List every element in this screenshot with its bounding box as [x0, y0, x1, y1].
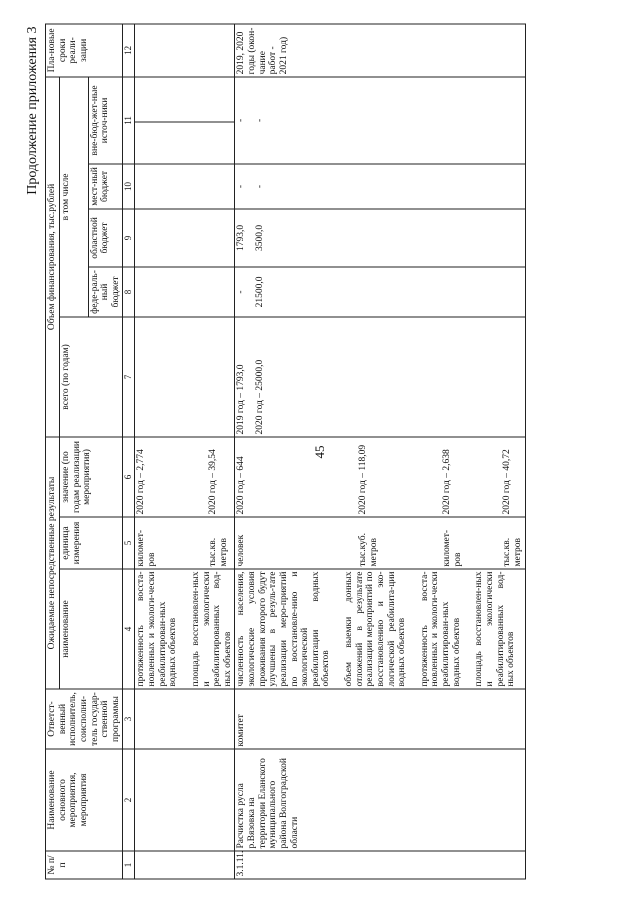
header-offbudget: вне-бюд-жет-ные источ-ники: [88, 77, 123, 164]
header-executor: Ответст-венный исполнитель, соисполни-тель государ-ственной программы: [46, 689, 123, 749]
result-name: протяженность восста-новленных и экологи-чески реабилитирован-ных водных объектов: [136, 571, 179, 687]
result-unit: километ-ров: [136, 529, 157, 567]
column-number: 11: [123, 77, 135, 164]
regional-value: 1793,0: [236, 224, 247, 252]
header-terms: Пла-новые сроки реали-зации: [46, 24, 123, 77]
regional-value: 3500,0: [255, 224, 265, 252]
result-value: 2020 год – 39,54: [208, 449, 219, 515]
activity-name: Расчистка русла р.Вязовка на территории Еланского муниципального района Волгоградской области: [235, 749, 525, 851]
result-values-cell: [235, 437, 525, 517]
column-number: 9: [123, 209, 135, 267]
offbudget-value: -: [236, 118, 247, 123]
result-unit: тыс.кв. метров: [502, 537, 523, 567]
header-including: в том числе: [60, 77, 89, 317]
rotated-page-content: [25, 25, 615, 880]
result-value: 2020 год – 2,638: [442, 449, 453, 515]
appendix-title: Продолжение приложения 3: [25, 26, 40, 195]
local-budget: [235, 164, 525, 209]
row-number: 3.1.11.: [235, 851, 525, 879]
result-value: 2020 год – 118,09: [358, 444, 369, 515]
result-name: численность населения, экологические условия проживания которого будут улучшены в резуль-тате реализации меро-приятий по восстановле-нию и экологической реабилитации водных объектов: [236, 571, 332, 687]
total-year-value: 2019 год – 1793,0: [236, 364, 247, 435]
column-number: 3: [123, 689, 135, 749]
result-names-cell: [135, 569, 235, 689]
result-value: 2020 год – 40,72: [502, 449, 513, 515]
offbudget-sources: [235, 77, 525, 164]
executor: комитет: [235, 689, 525, 749]
result-value: 2020 год – 644: [236, 456, 247, 515]
header-local: мест-ный бюджет: [88, 164, 123, 209]
federal-value: -: [236, 290, 247, 294]
column-number: 1: [123, 851, 135, 879]
table-row-previous-continuation: [135, 24, 235, 879]
result-name: площадь восстановлен-ных и экологически реабилитированных вод-ных объектов: [474, 571, 517, 687]
table-row: [235, 24, 525, 879]
result-name: площадь восстановлен-ных и экологически реабилитированных вод-ных объектов: [190, 571, 233, 687]
column-number: 2: [123, 749, 135, 851]
result-name: объем выемки донных отложений в результате реализации мероприятий по восстановлению и эко-логической реабилита-ции водных объектов: [344, 571, 408, 687]
header-federal: феде-раль-ный бюджет: [88, 267, 123, 317]
result-unit: тыс.кв. метров: [208, 537, 229, 567]
total-year-value: 2020 год – 25000,0: [255, 359, 265, 435]
header-regional: областной бюджет: [88, 209, 123, 267]
result-units-cell: [235, 517, 525, 569]
offbudget-value: -: [255, 118, 265, 123]
header-result-name: наименование: [60, 569, 123, 689]
result-values-cell: [135, 437, 235, 517]
header-name: Наименование основного мероприятия, мероприятия: [46, 749, 123, 851]
page-number: 45: [312, 445, 327, 459]
header-financing-group: Объем финансирования, тыс.рублей: [46, 77, 60, 437]
result-names-cell: [235, 569, 525, 689]
federal-budget: [235, 267, 525, 317]
result-value: 2020 год – 2,774: [136, 449, 147, 515]
result-units-cell: [135, 517, 235, 569]
result-name: протяженность восста-новленных и экологи-чески реабилитирован-ных водных объектов: [419, 571, 462, 687]
result-unit: километ-ров: [442, 529, 463, 567]
column-number: 8: [123, 267, 135, 317]
implementation-terms: 2019, 2020 годы (окон-чание работ - 2021 год): [235, 24, 525, 77]
local-value: -: [255, 184, 265, 189]
program-activities-table: [45, 23, 526, 879]
local-value: -: [236, 184, 247, 189]
column-number: 5: [123, 517, 135, 569]
total-financing: [235, 317, 525, 437]
header-total: всего (по годам): [60, 317, 123, 437]
header-num: № п/п: [46, 851, 123, 879]
result-unit: тыс.куб. метров: [358, 533, 379, 567]
header-results-group: Ожидаемые непосредственные результаты: [46, 437, 60, 689]
column-number: 10: [123, 164, 135, 209]
header-unit: единица измерения: [60, 517, 123, 569]
column-number: 6: [123, 437, 135, 517]
column-number: 12: [123, 24, 135, 77]
header-value: значение (по годам реализации мероприятия): [60, 437, 123, 517]
regional-budget: [235, 209, 525, 267]
column-number: 7: [123, 317, 135, 437]
federal-value: 21500,0: [255, 276, 265, 308]
column-number: 4: [123, 569, 135, 689]
result-unit: человек: [236, 534, 247, 567]
